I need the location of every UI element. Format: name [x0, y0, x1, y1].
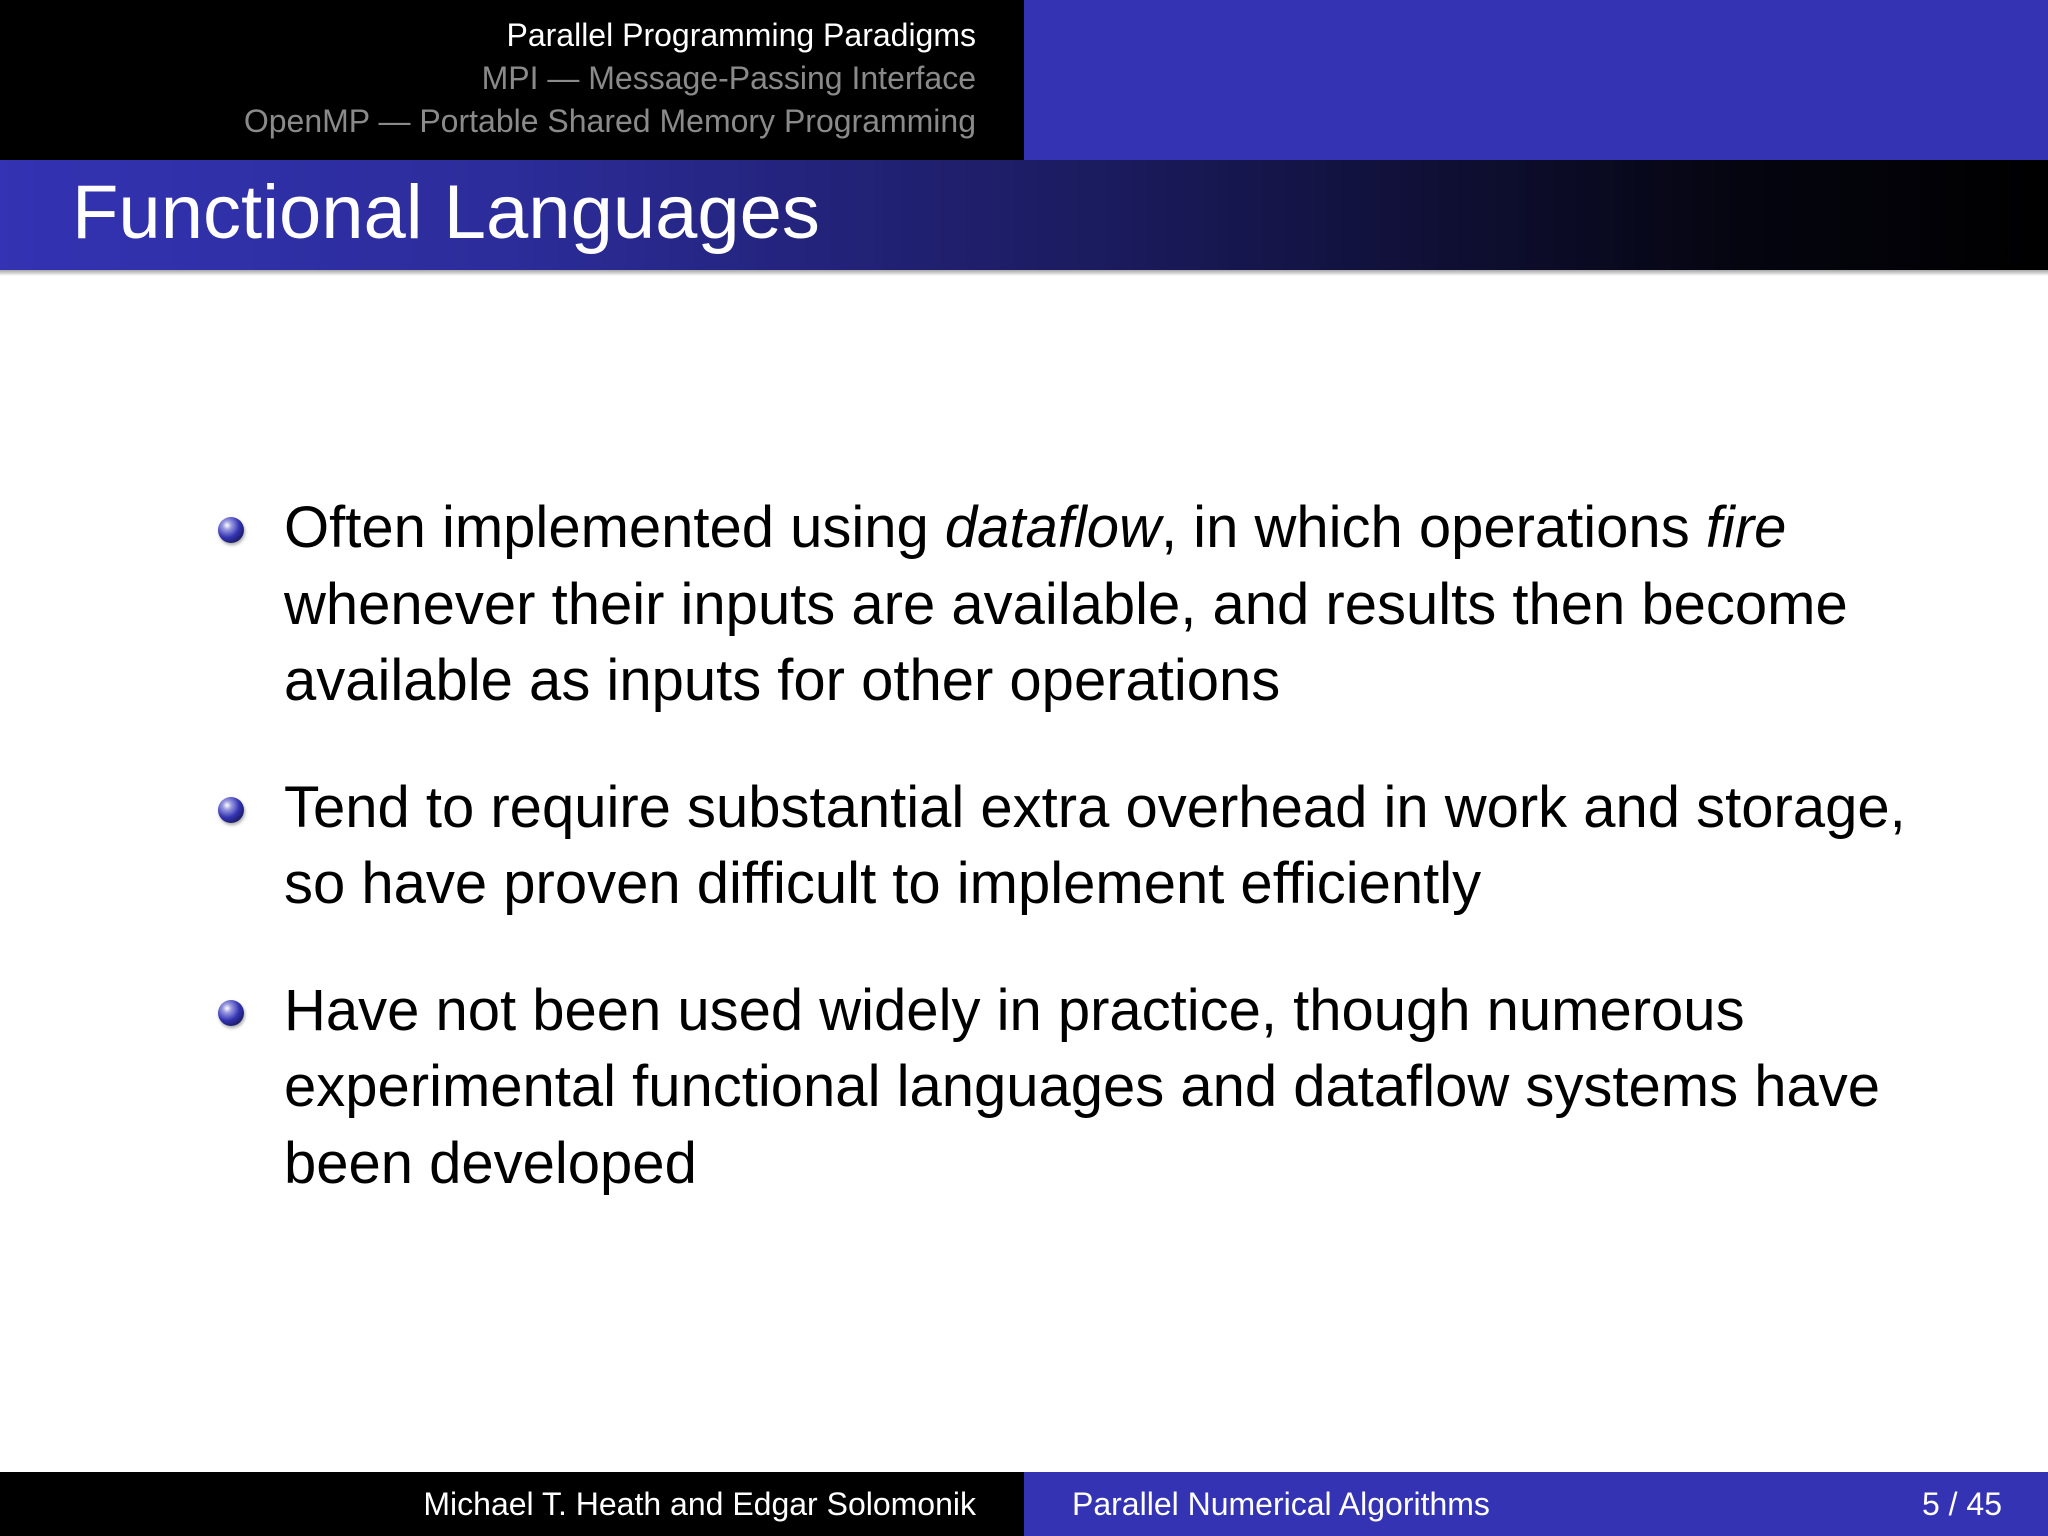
footer-right — [1024, 1472, 2048, 1536]
footer-authors: Michael T. Heath and Edgar Solomonik — [423, 1486, 976, 1522]
footer-left — [0, 1472, 1024, 1536]
bullet-ball-icon — [218, 1000, 244, 1026]
slide-title: Functional Languages — [72, 170, 820, 255]
nav-section-parallel-paradigms[interactable]: Parallel Programming Paradigms — [506, 17, 976, 53]
bullet-text-segment: Often implemented using — [284, 495, 945, 560]
bullet-item-3 — [216, 973, 1916, 1203]
nav-section-openmp[interactable]: OpenMP — Portable Shared Memory Programming — [243, 103, 976, 139]
title-bar-shadow — [0, 270, 2048, 276]
bullet-text-segment: , in which operations — [1160, 495, 1706, 560]
header-nav-left — [0, 0, 1024, 160]
bullet-item-2 — [216, 770, 1916, 923]
title-bar — [0, 160, 2048, 270]
footer-presentation-title: Parallel Numerical Algorithms — [1072, 1486, 1490, 1522]
bullet-item-1 — [216, 490, 1916, 720]
bullet-text-1 — [284, 495, 1848, 713]
bullet-text-emphasis: fire — [1705, 495, 1787, 560]
footer-page-number: 5 / 45 — [1921, 1486, 2002, 1522]
bullet-text-2: Tend to require substantial extra overhead in work and storage, so have proven difficult to implement efficiently — [284, 774, 1906, 916]
bullet-text-segment: whenever their inputs are available, and results then become available as inputs for other operations — [284, 571, 1848, 713]
bullet-ball-icon — [218, 517, 244, 543]
section-navigation — [24, 14, 1024, 143]
bullet-text-emphasis: dataflow — [944, 495, 1161, 560]
bullet-list — [216, 490, 1916, 1252]
bullet-text-3: Have not been used widely in practice, though numerous experimental functional languages and dataflow systems have been developed — [284, 977, 1880, 1196]
nav-section-mpi[interactable]: MPI — Message-Passing Interface — [481, 60, 976, 96]
header-nav-right — [1024, 0, 2048, 160]
bullet-ball-icon — [218, 797, 244, 823]
